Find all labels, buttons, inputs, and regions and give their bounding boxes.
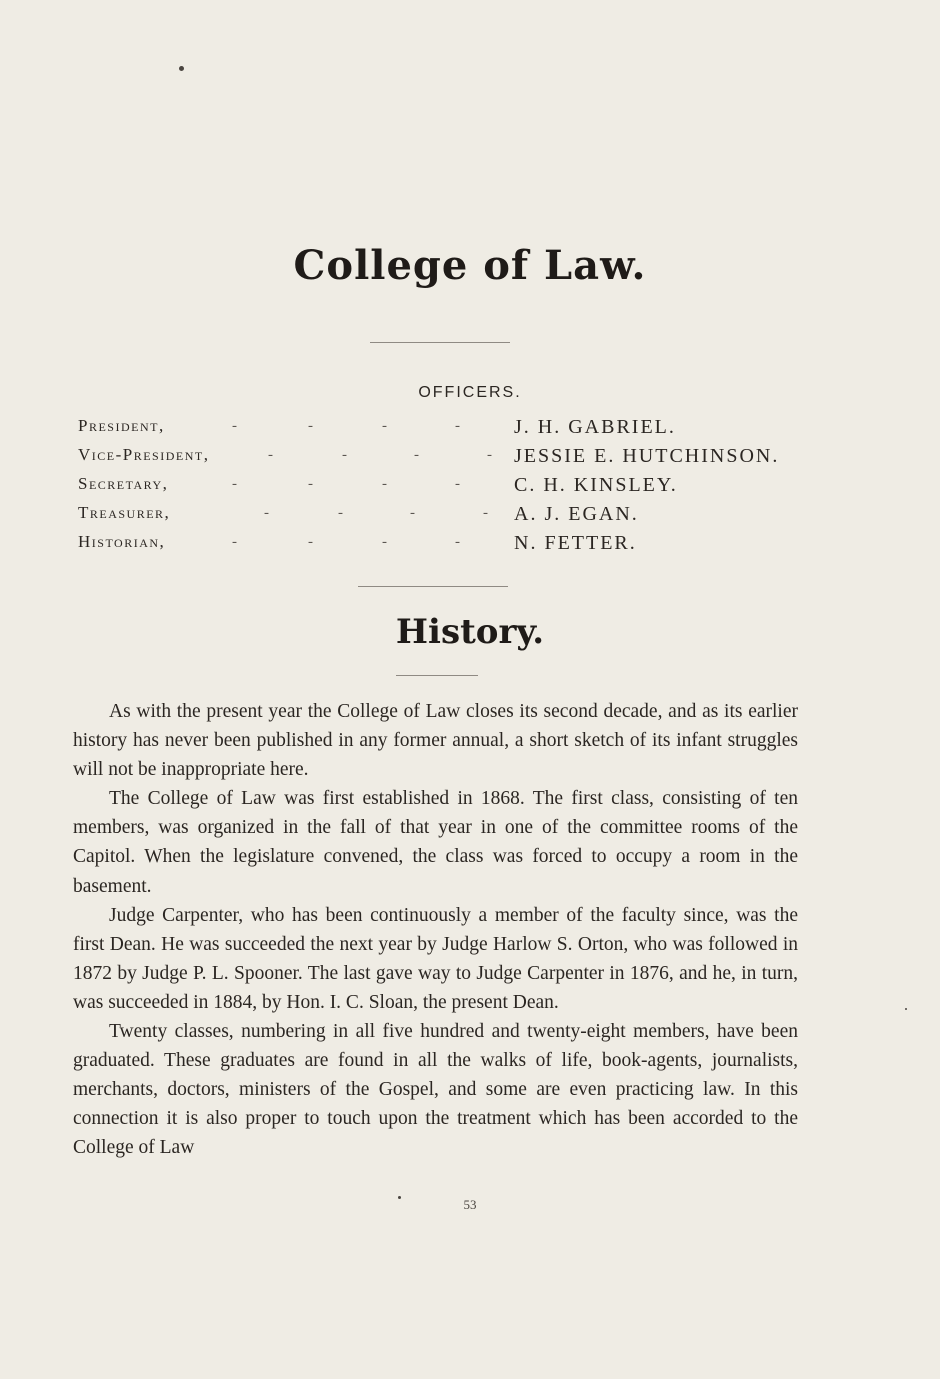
officers-heading: OFFICERS. [418, 384, 522, 401]
leader-dash: - [455, 534, 460, 550]
office-label: President, [78, 416, 165, 435]
history-body [73, 697, 798, 1163]
officer-row-treasurer [0, 503, 940, 533]
leader-dash: - [382, 476, 387, 492]
leader-dash: - [455, 476, 460, 492]
officer-name: J. H. GABRIEL. [514, 416, 676, 438]
leader-dash: - [232, 418, 237, 434]
leader-dash: - [382, 418, 387, 434]
page-number: 53 [463, 1197, 477, 1212]
leader-dash: - [232, 476, 237, 492]
office-label: Secretary, [78, 474, 169, 493]
leader-dash: - [338, 505, 343, 521]
officers-divider [358, 586, 508, 587]
history-heading: History. [395, 612, 545, 652]
officer-name: N. FETTER. [514, 532, 637, 554]
officer-row-president [0, 416, 940, 446]
office-label: Treasurer, [78, 503, 171, 522]
officer-row-secretary [0, 474, 940, 504]
office-label: Historian, [78, 532, 166, 551]
officer-name: JESSIE E. HUTCHINSON. [514, 445, 780, 467]
history-paragraph: The College of Law was first established in 1868. The first class, consisting of ten members, was organized in the fall of that year in one of the committee rooms of the Capitol. When the legislature convened, the class was forced to occupy a room in the basement. [73, 788, 798, 897]
history-paragraph: Twenty classes, numbering in all five hundred and twenty-eight members, have been graduated. These graduates are found in all the walks of life, book-agents, journalists, merchants, doctors, ministers of the Gospel, and some are even practicing law. In this connection it is also proper to touch upon the treatment which has been accorded to the College of Law [73, 1021, 798, 1159]
officer-row-vice-president [0, 445, 940, 475]
page-title: College of Law. [293, 242, 647, 289]
office-label: Vice-President, [78, 445, 210, 464]
officer-row-historian [0, 532, 940, 562]
leader-dash: - [268, 447, 273, 463]
history-paragraph: Judge Carpenter, who has been continuously a member of the faculty since, was the first Dean. He was succeeded the next year by Judge Harlow S. Orton, who was followed in 1872 by Judge P. L. Spooner. The last gave way to Judge Carpenter in 1876, and he, in turn, was succeeded in 1884, by Hon. I. C. Sloan, the present Dean. [73, 904, 798, 1013]
officer-name: C. H. KINSLEY. [514, 474, 678, 496]
leader-dash: - [342, 447, 347, 463]
leader-dash: - [410, 505, 415, 521]
leader-dash: - [487, 447, 492, 463]
leader-dash: - [483, 505, 488, 521]
leader-dash: - [308, 476, 313, 492]
leader-dash: - [455, 418, 460, 434]
history-divider [396, 675, 478, 676]
officer-name: A. J. EGAN. [514, 503, 639, 525]
paper-speck [905, 1008, 907, 1010]
paper-speck [398, 1196, 401, 1199]
leader-dash: - [308, 418, 313, 434]
history-paragraph: As with the present year the College of Law closes its second decade, and as its earlier history has never been published in any former annual, a short sketch of its infant struggles will not be inappropriate here. [73, 701, 798, 781]
leader-dash: - [382, 534, 387, 550]
leader-dash: - [232, 534, 237, 550]
leader-dash: - [264, 505, 269, 521]
leader-dash: - [308, 534, 313, 550]
title-divider [370, 342, 510, 343]
leader-dash: - [414, 447, 419, 463]
paper-speck [179, 66, 184, 71]
